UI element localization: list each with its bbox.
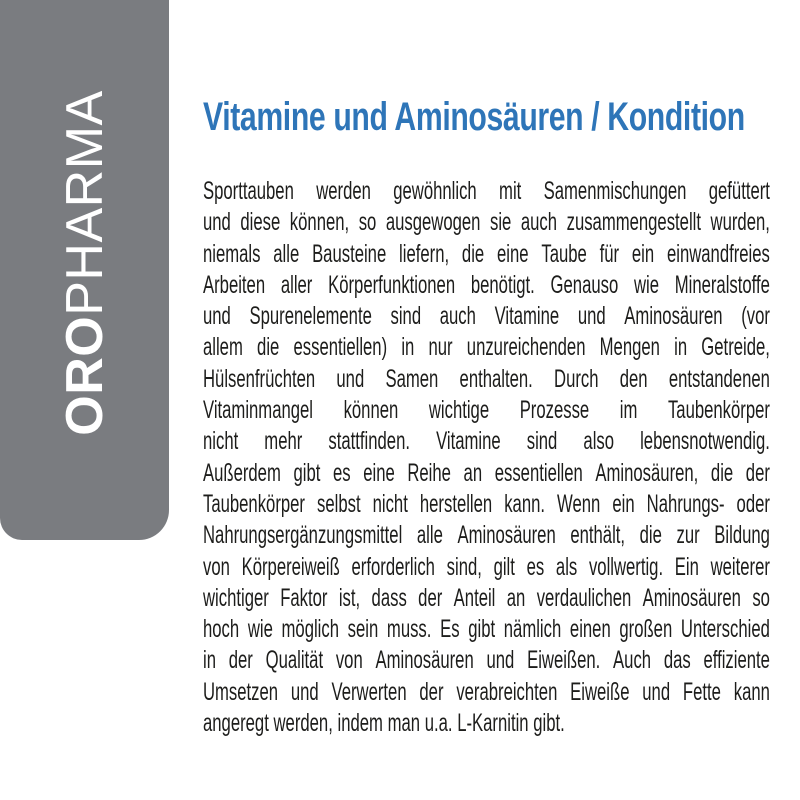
body-text-line: und diese können, so ausgewogen sie auch zusammengestellt wurden, [203, 208, 770, 237]
body-text-line: allem die essentiellen) in nur unzureichenden Mengen in Getreide, [203, 333, 770, 362]
body-text-line: niemals alle Bausteine liefern, die eine Taube für ein einwandfreies [203, 239, 770, 268]
body-text-line: und Spurenelemente sind auch Vitamine und Aminosäuren (vor [203, 302, 770, 331]
body-text-line: nicht mehr stattfinden. Vitamine sind also lebensnotwendig. [203, 427, 770, 456]
body-text-line: Sporttauben werden gewöhnlich mit Samenmischungen gefüttert [203, 177, 770, 205]
body-text-line: Außerdem gibt es eine Reihe an essentiellen Aminosäuren, die der [203, 458, 770, 487]
body-text-line: Taubenkörper selbst nicht herstellen kann. Wenn ein Nahrungs- oder [203, 489, 770, 518]
body-text-line: Vitaminmangel können wichtige Prozesse im Taubenkörper [203, 396, 770, 425]
brand-logo-oro: ORO [55, 315, 114, 436]
body-text-line: angeregt werden, indem man u.a. L-Karnitin gibt. [203, 709, 565, 738]
brand-sidebar [0, 0, 169, 540]
body-text-line: wichtiger Faktor ist, dass der Anteil an verdaulichen Aminosäuren so [203, 583, 770, 612]
body-text-line: hoch wie möglich sein muss. Es gibt nämlich einen großen Unterschied [203, 615, 770, 644]
body-text-line: Hülsenfrüchten und Samen enthalten. Durch den entstandenen [203, 364, 770, 393]
article-title: Vitamine und Aminosäuren / Kondition [203, 95, 745, 139]
body-text-line: Nahrungsergänzungsmittel alle Aminosäuren enthält, die zur Bildung [203, 521, 770, 550]
body-text-line: in der Qualität von Aminosäuren und Eiweißen. Auch das effiziente [203, 646, 770, 675]
body-text-line: Umsetzen und Verwerten der verabreichten Eiweiße und Fette kann [203, 677, 770, 706]
brand-logo [0, 0, 169, 540]
body-text-line: Arbeiten aller Körperfunktionen benötigt. Genauso wie Mineralstoffe [203, 270, 770, 299]
brand-logo-pharma: PHARMA [55, 90, 114, 316]
body-text-line: von Körpereiweiß erforderlich sind, gilt es als vollwertig. Ein weiterer [203, 552, 770, 581]
article-body [203, 176, 770, 739]
